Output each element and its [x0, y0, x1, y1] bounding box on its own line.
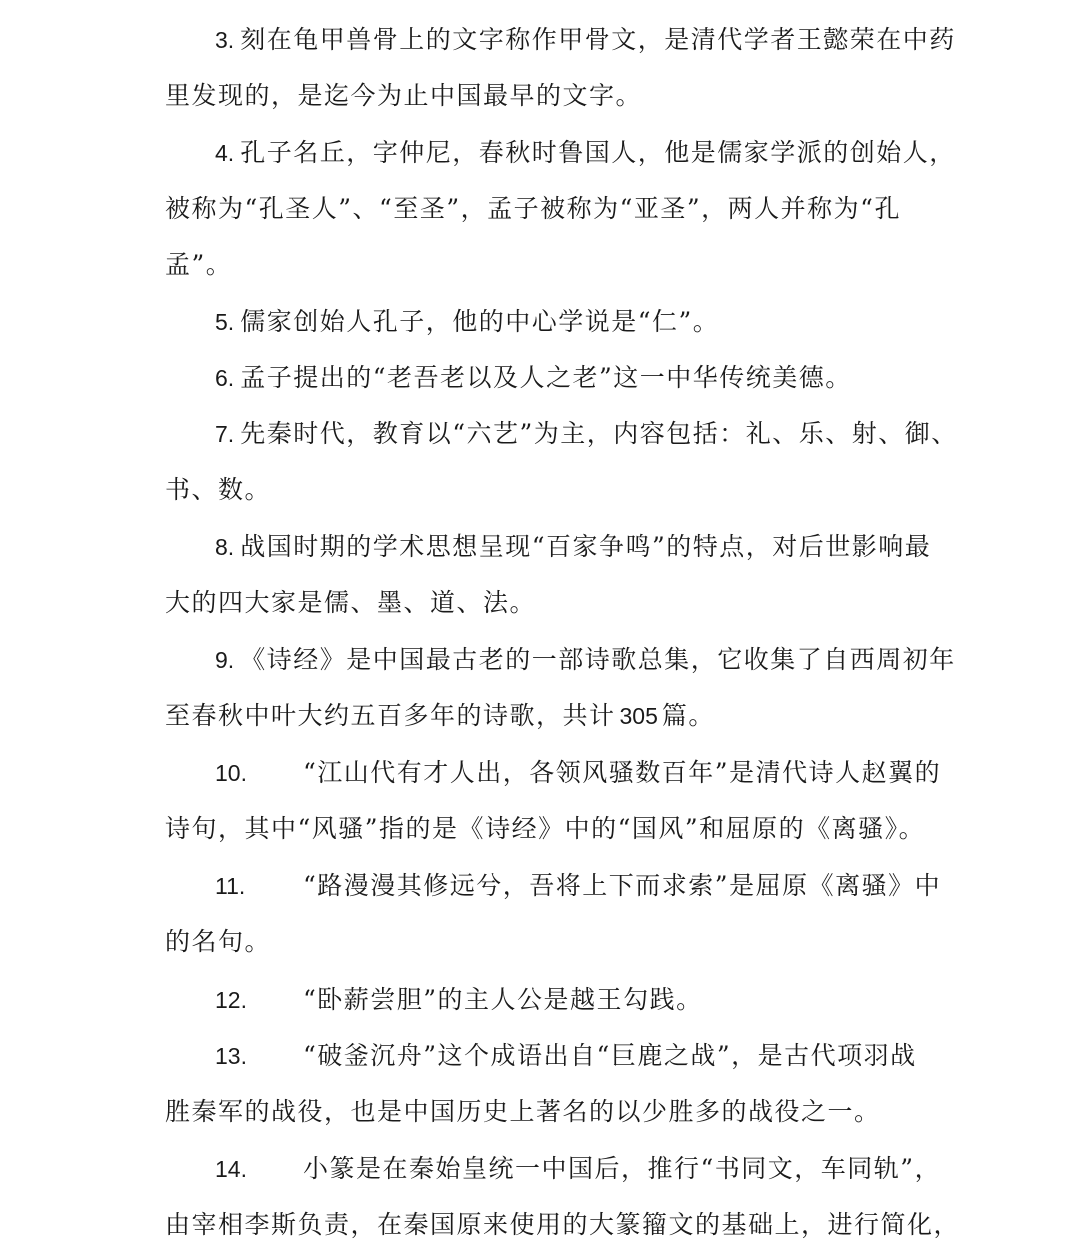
item-line: 孟”。 [165, 250, 233, 279]
item-line [165, 406, 958, 462]
item-line [165, 858, 942, 914]
item-line: 胜秦军的战役，也是中国历史上著名的以少胜多的战役之一。 [165, 1097, 881, 1126]
item-line [165, 519, 932, 575]
item-line [165, 632, 956, 688]
item-text: 《诗经》是中国最古老的一部诗歌总集，它收集了自西周初年 [240, 645, 956, 674]
item-number: 11. [215, 873, 246, 899]
item-text: 至春秋中叶大约五百多年的诗歌，共计 [165, 701, 616, 730]
item-number: 14. [215, 1156, 247, 1182]
item-line: 被称为“孔圣人”、“至圣”，孟子被称为“亚圣”，两人并称为“孔 [165, 194, 901, 223]
item-number: 10. [215, 760, 247, 786]
item-text: 刻在龟甲兽骨上的文字称作甲骨文，是清代学者王懿荣在中药 [240, 25, 956, 54]
list-item [165, 125, 956, 293]
item-number: 12. [215, 987, 247, 1013]
list-item [165, 406, 958, 518]
item-text: 孟子提出的“老吾老以及人之老”这一中华传统美德。 [240, 363, 852, 392]
item-number: 7. [215, 421, 235, 447]
item-line [165, 350, 925, 406]
item-number: 9. [215, 647, 235, 673]
item-line [165, 745, 942, 801]
list-item [165, 1141, 961, 1253]
list-item [165, 972, 925, 1028]
poem-count: 305 [619, 703, 658, 729]
item-text: 先秦时代，教育以“六艺”为主，内容包括：礼、乐、射、御、 [240, 419, 958, 448]
item-line: 书、数。 [165, 475, 272, 504]
item-line [165, 294, 925, 350]
item-line: 里发现的，是迄今为止中国最早的文字。 [165, 81, 643, 110]
item-line [165, 1028, 925, 1084]
list-item [165, 350, 925, 406]
list-item [165, 632, 956, 744]
item-text: 篇。 [661, 701, 715, 730]
item-line [165, 1141, 942, 1197]
item-line [165, 972, 925, 1028]
item-text: “破釜沉舟”这个成语出自“巨鹿之战”，是古代项羽战 [303, 1041, 917, 1070]
item-line: 诗句，其中“风骚”指的是《诗经》中的“国风”和屈原的《离骚》。 [165, 814, 926, 843]
item-number: 4. [215, 140, 235, 166]
item-line: 的名句。 [165, 927, 272, 956]
item-line [165, 12, 956, 68]
item-line [165, 688, 925, 744]
item-number: 3. [215, 27, 235, 53]
item-text: 孔子名丘，字仲尼，春秋时鲁国人，他是儒家学派的创始人， [240, 138, 956, 167]
item-number: 13. [215, 1043, 247, 1069]
item-number: 6. [215, 365, 235, 391]
item-text: “江山代有才人出，各领风骚数百年”是清代诗人赵翼的 [303, 758, 942, 787]
item-line [165, 125, 956, 181]
item-text: 战国时期的学术思想呈现“百家争鸣”的特点，对后世影响最 [240, 532, 932, 561]
item-number: 5. [215, 309, 235, 335]
item-number: 8. [215, 534, 235, 560]
list-item [165, 294, 925, 350]
list-item [165, 858, 942, 970]
item-line: 大的四大家是儒、墨、道、法。 [165, 588, 537, 617]
list-item [165, 519, 932, 631]
list-item [165, 12, 956, 124]
item-text: 小篆是在秦始皇统一中国后，推行“书同文，车同轨”， [303, 1154, 942, 1183]
item-text: “卧薪尝胆”的主人公是越王勾践。 [303, 985, 703, 1014]
item-line: 由宰相李斯负责，在秦国原来使用的大篆籀文的基础上，进行简化， [165, 1210, 961, 1239]
list-item [165, 745, 942, 857]
item-text: 儒家创始人孔子，他的中心学说是“仁”。 [240, 307, 720, 336]
list-item [165, 1028, 925, 1140]
item-text: “路漫漫其修远兮，吾将上下而求索”是屈原《离骚》中 [303, 871, 942, 900]
